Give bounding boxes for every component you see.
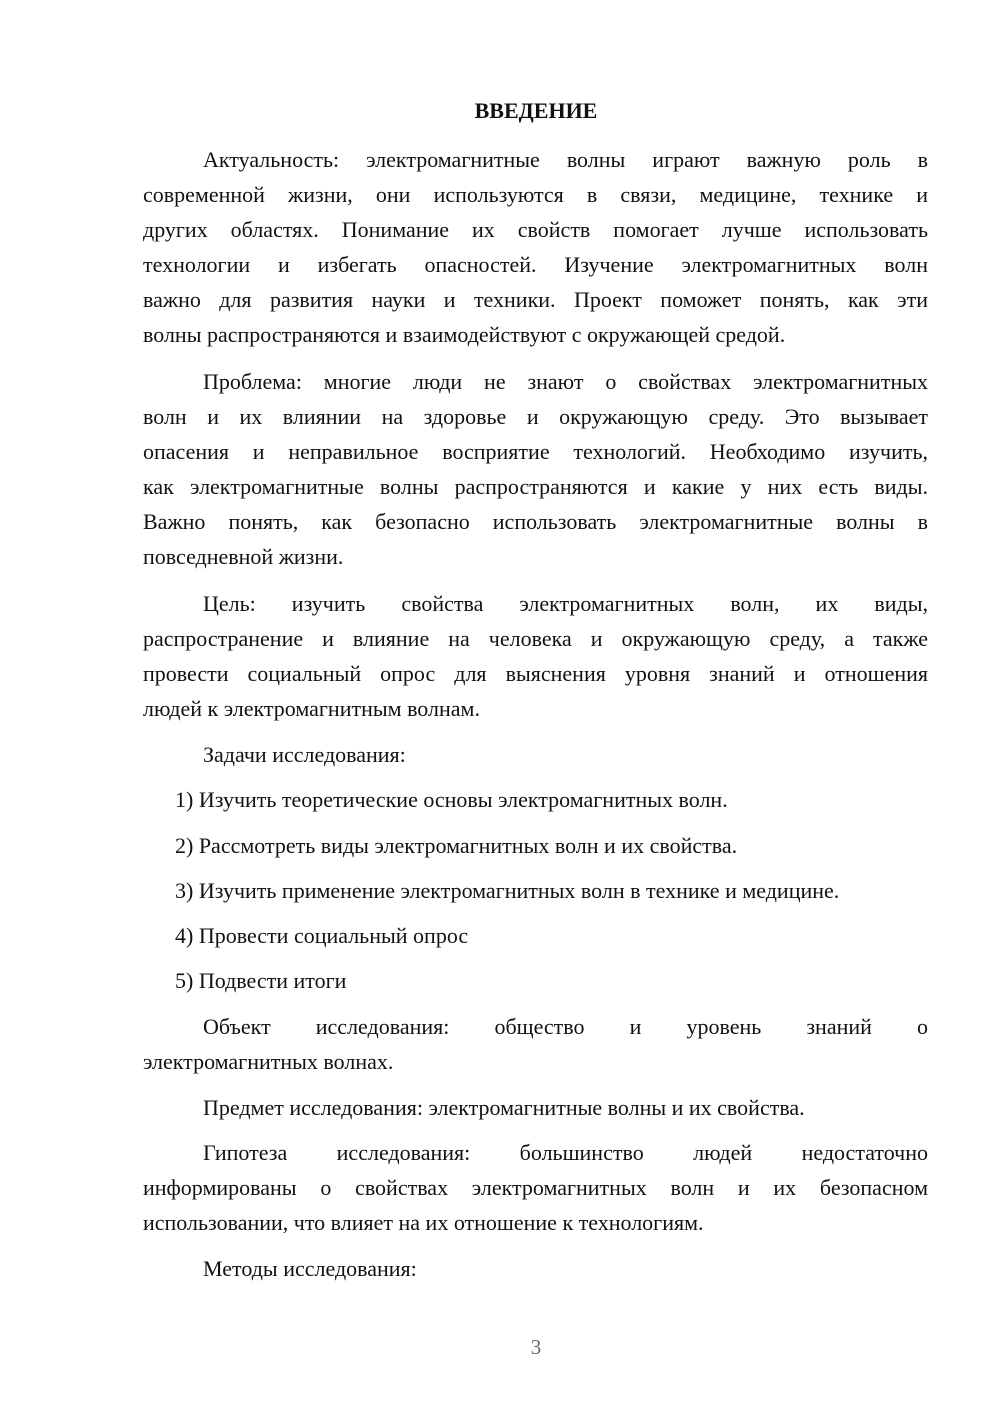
text-line: Важно понять, как безопасно использовать электромагнитные волны в bbox=[143, 509, 928, 534]
paragraph bbox=[143, 1135, 928, 1240]
task-list-item: 2) Рассмотреть виды электромагнитных волн и их свойства. bbox=[175, 833, 738, 858]
text-line: опасения и неправильное восприятие технологий. Необходимо изучить, bbox=[143, 439, 928, 464]
text-line: Методы исследования: bbox=[203, 1256, 417, 1281]
paragraph bbox=[143, 1009, 928, 1079]
text-line: повседневной жизни. bbox=[143, 544, 344, 569]
text-line: Задачи исследования: bbox=[203, 742, 406, 767]
text-line: распространение и влияние на человека и окружающую среду, а также bbox=[143, 626, 928, 651]
text-line: Объект исследования: общество и уровень знаний о bbox=[203, 1014, 928, 1039]
paragraph bbox=[143, 1090, 928, 1125]
paragraph bbox=[143, 737, 928, 772]
text-line: провести социальный опрос для выяснения уровня знаний и отношения bbox=[143, 661, 928, 686]
text-line: технологии и избегать опасностей. Изучение электромагнитных волн bbox=[143, 252, 928, 277]
section-title: ВВЕДЕНИЕ bbox=[474, 98, 598, 123]
text-line: как электромагнитные волны распространяются и какие у них есть виды. bbox=[143, 474, 928, 499]
text-line: современной жизни, они используются в связи, медицине, технике и bbox=[143, 182, 928, 207]
text-line: Цель: изучить свойства электромагнитных волн, их виды, bbox=[203, 591, 928, 616]
task-list-item: 5) Подвести итоги bbox=[175, 968, 347, 993]
text-line: Предмет исследования: электромагнитные волны и их свойства. bbox=[203, 1095, 805, 1120]
text-line: волн и их влиянии на здоровье и окружающую среду. Это вызывает bbox=[143, 404, 928, 429]
text-line: Гипотеза исследования: большинство людей недостаточно bbox=[203, 1140, 928, 1165]
task-list-item: 3) Изучить применение электромагнитных волн в технике и медицине. bbox=[175, 878, 840, 903]
text-line: Проблема: многие люди не знают о свойствах электромагнитных bbox=[203, 369, 928, 394]
text-line: использовании, что влияет на их отношение к технологиям. bbox=[143, 1210, 704, 1235]
paragraph bbox=[143, 364, 928, 574]
text-line: электромагнитных волнах. bbox=[143, 1049, 394, 1074]
text-line: Актуальность: электромагнитные волны играют важную роль в bbox=[203, 147, 928, 172]
text-line: людей к электромагнитным волнам. bbox=[143, 696, 480, 721]
page-number: 3 bbox=[530, 1335, 542, 1359]
paragraph bbox=[143, 142, 928, 352]
paragraph bbox=[143, 586, 928, 726]
task-list-item: 4) Провести социальный опрос bbox=[175, 923, 469, 948]
text-line: информированы о свойствах электромагнитных волн и их безопасном bbox=[143, 1175, 928, 1200]
paragraph bbox=[143, 1251, 928, 1286]
task-list-item: 1) Изучить теоретические основы электромагнитных волн. bbox=[175, 787, 728, 812]
text-line: волны распространяются и взаимодействуют с окружающей средой. bbox=[143, 322, 786, 347]
text-line: важно для развития науки и техники. Проект поможет понять, как эти bbox=[143, 287, 928, 312]
text-line: других областях. Понимание их свойств помогает лучше использовать bbox=[143, 217, 928, 242]
